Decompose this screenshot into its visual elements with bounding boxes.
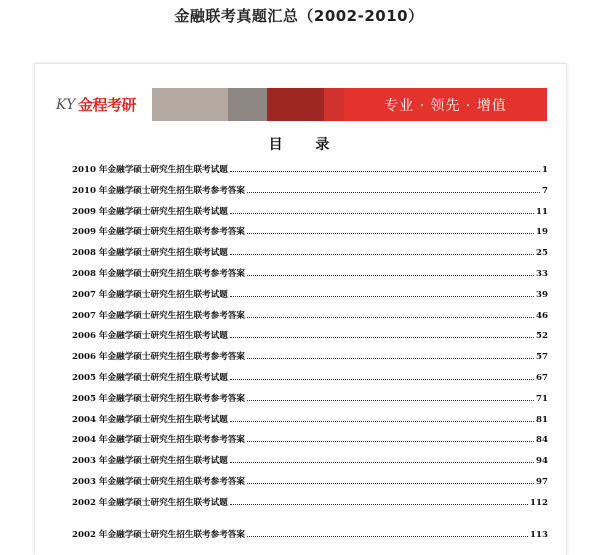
- toc-entry-page: 71: [536, 393, 548, 404]
- toc-entry-page: 81: [536, 414, 548, 425]
- toc-leader-dots: [230, 170, 540, 172]
- toc-leader-dots: [247, 535, 528, 537]
- toc-entry-title: 2002 年金融学硕士研究生招生联考参考答案: [72, 529, 246, 540]
- toc-entry[interactable]: [72, 454, 548, 475]
- toc-leader-dots: [247, 232, 534, 234]
- toc-entry-title: 2006 年金融学硕士研究生招生联考参考答案: [72, 352, 246, 363]
- banner-slogan: 专业 · 领先 · 增值: [344, 88, 547, 121]
- toc-entry[interactable]: [72, 475, 548, 496]
- toc-entry-page: 25: [536, 248, 548, 259]
- page-title: 金融联考真题汇总（2002-2010）: [174, 7, 424, 25]
- toc-entry-page: 84: [536, 435, 548, 446]
- toc-leader-dots: [230, 378, 534, 380]
- toc-entry[interactable]: [72, 163, 548, 184]
- toc-entry-page: 52: [536, 331, 548, 342]
- toc-entry-title: 2009 年金融学硕士研究生招生联考试题: [72, 206, 228, 217]
- toc-leader-dots: [247, 316, 534, 318]
- toc-entry-title: 2004 年金融学硕士研究生招生联考试题: [72, 414, 228, 425]
- toc-entry[interactable]: [72, 225, 548, 246]
- toc-entry[interactable]: [72, 371, 548, 392]
- toc-entry-page: 113: [530, 529, 548, 540]
- toc-entry-title: 2004 年金融学硕士研究生招生联考参考答案: [72, 435, 246, 446]
- toc-entry[interactable]: [72, 392, 548, 413]
- toc-entry[interactable]: [72, 528, 548, 549]
- toc-leader-dots: [247, 482, 534, 484]
- toc-entry-page: 19: [536, 227, 548, 238]
- toc-heading: 目 录: [268, 137, 344, 153]
- toc-entry-page: 67: [536, 372, 548, 383]
- banner-band-dark-red: [267, 88, 324, 121]
- toc-entry-title: 2003 年金融学硕士研究生招生联考参考答案: [72, 476, 246, 487]
- toc-entry-title: 2005 年金融学硕士研究生招生联考试题: [72, 372, 228, 383]
- toc-entry-page: 11: [536, 206, 548, 217]
- toc-list: [72, 163, 548, 548]
- toc-leader-dots: [247, 399, 534, 401]
- toc-entry-title: 2002 年金融学硕士研究生招生联考试题: [72, 497, 228, 508]
- toc-leader-dots: [247, 440, 534, 442]
- toc-leader-dots: [230, 461, 534, 463]
- toc-leader-dots: [247, 274, 534, 276]
- toc-leader-dots: [230, 295, 534, 297]
- toc-entry[interactable]: [72, 246, 548, 267]
- banner-band-red: [324, 88, 344, 121]
- toc-entry-page: 94: [536, 456, 548, 467]
- toc-entry-page: 112: [530, 497, 548, 508]
- toc-entry-title: 2008 年金融学硕士研究生招生联考参考答案: [72, 268, 246, 279]
- toc-entry[interactable]: [72, 184, 548, 205]
- toc-entry-title: 2005 年金融学硕士研究生招生联考参考答案: [72, 393, 246, 404]
- toc-entry-title: 2006 年金融学硕士研究生招生联考试题: [72, 331, 228, 342]
- toc-entry-page: 97: [536, 476, 548, 487]
- toc-entry[interactable]: [72, 496, 548, 517]
- toc-entry-title: 2010 年金融学硕士研究生招生联考试题: [72, 165, 228, 175]
- toc-leader-dots: [230, 253, 534, 255]
- toc-entry-title: 2008 年金融学硕士研究生招生联考试题: [72, 248, 228, 259]
- toc-entry[interactable]: [72, 350, 548, 371]
- toc-leader-dots: [247, 357, 534, 359]
- logo: [54, 88, 152, 121]
- toc-leader-dots: [230, 212, 534, 214]
- toc-entry-page: 33: [536, 268, 548, 279]
- toc-entry[interactable]: [72, 267, 548, 288]
- toc-entry[interactable]: [72, 329, 548, 350]
- header-banner: [54, 88, 547, 121]
- toc-leader-dots: [230, 420, 534, 422]
- toc-leader-dots: [230, 336, 534, 338]
- toc-entry-title: 2010 年金融学硕士研究生招生联考参考答案: [72, 185, 246, 196]
- toc-entry-page: 39: [536, 289, 548, 300]
- toc-entry[interactable]: [72, 205, 548, 226]
- toc-entry-title: 2009 年金融学硕士研究生招生联考参考答案: [72, 227, 246, 238]
- logo-text: 金程考研: [78, 96, 137, 114]
- toc-entry[interactable]: [72, 433, 548, 454]
- toc-entry-title: 2007 年金融学硕士研究生招生联考参考答案: [72, 310, 246, 321]
- toc-leader-dots: [230, 503, 528, 505]
- toc-entry-title: 2007 年金融学硕士研究生招生联考试题: [72, 289, 228, 300]
- toc-entry-page: 46: [536, 310, 548, 321]
- banner-band-taupe: [152, 88, 228, 121]
- toc-entry-page: 57: [536, 352, 548, 363]
- banner-band-gray: [228, 88, 267, 121]
- toc-entry[interactable]: [72, 309, 548, 330]
- toc-entry-title: 2003 年金融学硕士研究生招生联考试题: [72, 456, 228, 467]
- toc-leader-dots: [247, 191, 540, 193]
- toc-entry[interactable]: [72, 288, 548, 309]
- toc-entry-page: 1: [542, 165, 548, 175]
- toc-entry[interactable]: [72, 413, 548, 434]
- logo-mark: KY: [56, 96, 76, 113]
- toc-entry-page: 7: [542, 185, 548, 196]
